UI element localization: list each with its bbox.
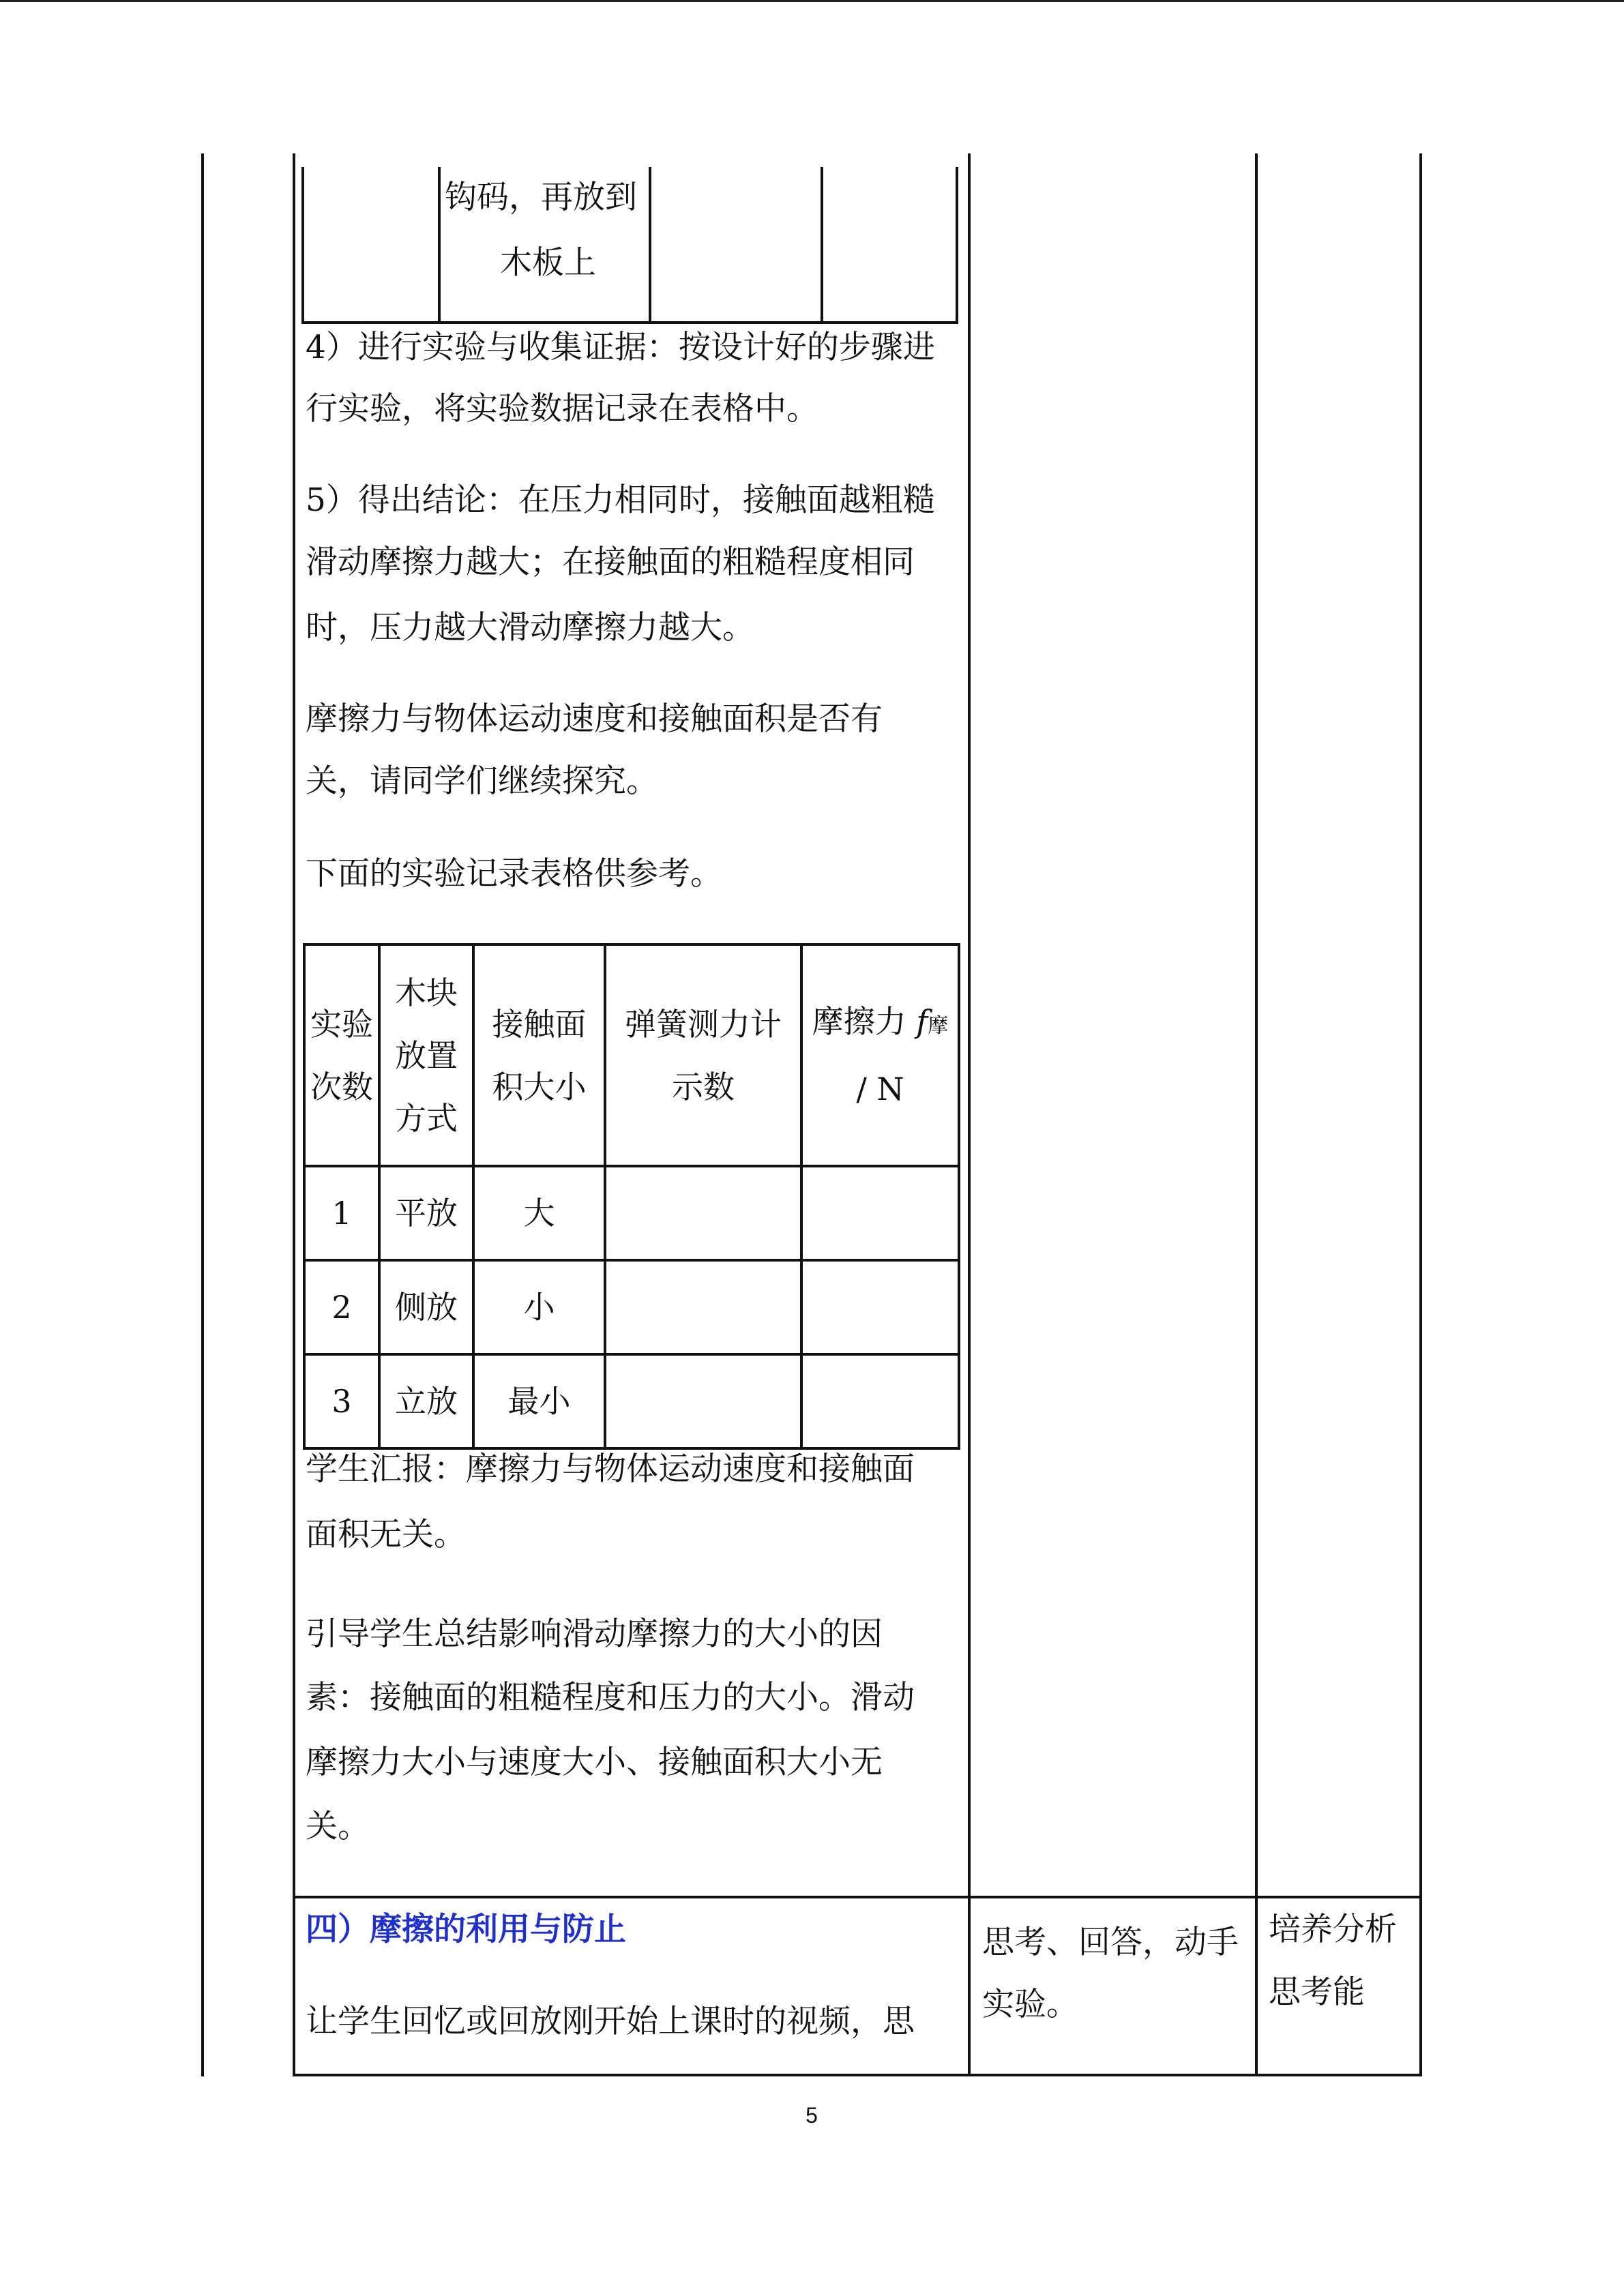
summary-text: 素：接触面的粗糙程度和压力的大小。滑动 [306, 1679, 915, 1716]
summary-text: 摩擦力大小与速度大小、接触面积大小无 [306, 1744, 883, 1781]
frag-col-line-3 [649, 167, 651, 324]
header-contact-area [473, 944, 605, 1166]
header-friction-force [801, 944, 959, 1166]
header-line: 弹簧测力计 [625, 1005, 782, 1043]
header-line: 次数 [310, 1068, 373, 1105]
table-intro: 下面的实验记录表格供参考。 [306, 855, 722, 893]
frag-col-line-2 [438, 167, 441, 324]
content-right-border [968, 153, 971, 2076]
student-report-text: 面积无关。 [306, 1516, 466, 1553]
area-cell: 小 [473, 1260, 605, 1354]
table-row [304, 1260, 959, 1354]
table-bottom-border [293, 2074, 1422, 2076]
step4-text: 行实验，将实验数据记录在表格中。 [306, 390, 818, 428]
header-line: 摩擦力 [812, 1003, 917, 1040]
section4-text: 让学生回忆或回放刚开始上课时的视频，思 [306, 2003, 915, 2040]
header-line: 木块 [395, 974, 458, 1011]
header-line: 积大小 [492, 1068, 587, 1105]
inquiry-text: 关，请同学们继续探究。 [306, 762, 658, 800]
friction-cell [801, 1354, 959, 1448]
placement-cell: 平放 [379, 1166, 473, 1260]
frag-col-line-4 [821, 167, 823, 324]
reading-cell [605, 1354, 801, 1448]
frag-col-line-1 [301, 167, 304, 324]
step5-text: 滑动摩擦力越大；在接触面的粗糙程度相同 [306, 543, 915, 581]
header-line: 示数 [672, 1068, 735, 1105]
header-trial-number [304, 944, 379, 1166]
page-number: 5 [806, 2103, 818, 2128]
header-placement [379, 944, 473, 1166]
summary-text: 关。 [306, 1808, 370, 1845]
design-intent-text: 思考能 [1269, 1973, 1365, 2011]
page-top-border [0, 0, 1624, 2]
student-activity-text: 思考、回答，动手 [982, 1924, 1239, 1961]
area-cell: 最小 [473, 1354, 605, 1448]
section4-heading: 四）摩擦的利用与防止 [306, 1911, 626, 1948]
design-intent-text: 培养分析 [1269, 1911, 1397, 1948]
student-report-text: 学生汇报：摩擦力与物体运动速度和接触面 [306, 1450, 915, 1488]
table-row [304, 1166, 959, 1260]
experiment-record-table [303, 943, 960, 1450]
outer-right-border [1419, 153, 1422, 2076]
summary-text: 引导学生总结影响滑动摩擦力的大小的因 [306, 1615, 883, 1653]
frag-cell-text: 木板上 [500, 244, 596, 282]
header-line: 实验 [310, 1005, 373, 1043]
placement-cell: 侧放 [379, 1260, 473, 1354]
trial-number-cell: 1 [304, 1166, 379, 1260]
trial-number-cell: 3 [304, 1354, 379, 1448]
activity-right-border [1255, 153, 1258, 2076]
frag-cell-text: 钩码，再放到 [445, 179, 637, 216]
reading-cell [605, 1166, 801, 1260]
content-left-border [293, 153, 295, 2076]
frag-col-line-5 [956, 167, 958, 324]
area-cell: 大 [473, 1166, 605, 1260]
trial-number-cell: 2 [304, 1260, 379, 1354]
friction-symbol: f [916, 1003, 928, 1040]
header-line: 接触面 [492, 1005, 587, 1043]
inquiry-text: 摩擦力与物体运动速度和接触面积是否有 [306, 700, 883, 738]
friction-cell [801, 1260, 959, 1354]
student-activity-text: 实验。 [982, 1986, 1078, 2023]
table-row [304, 1354, 959, 1448]
header-spring-scale [605, 944, 801, 1166]
reading-cell [605, 1260, 801, 1354]
step5-text: 5）得出结论：在压力相同时，接触面越粗糙 [306, 481, 935, 519]
step4-text: 4）进行实验与收集证据：按设计好的步骤进 [306, 329, 935, 366]
header-line: 方式 [395, 1099, 458, 1137]
header-line: / N [856, 1071, 904, 1107]
friction-subscript: 摩 [928, 1014, 949, 1038]
header-line: 放置 [395, 1037, 458, 1074]
placement-cell: 立放 [379, 1354, 473, 1448]
outer-left-border [201, 153, 204, 2076]
friction-cell [801, 1166, 959, 1260]
step5-text: 时，压力越大滑动摩擦力越大。 [306, 609, 754, 646]
